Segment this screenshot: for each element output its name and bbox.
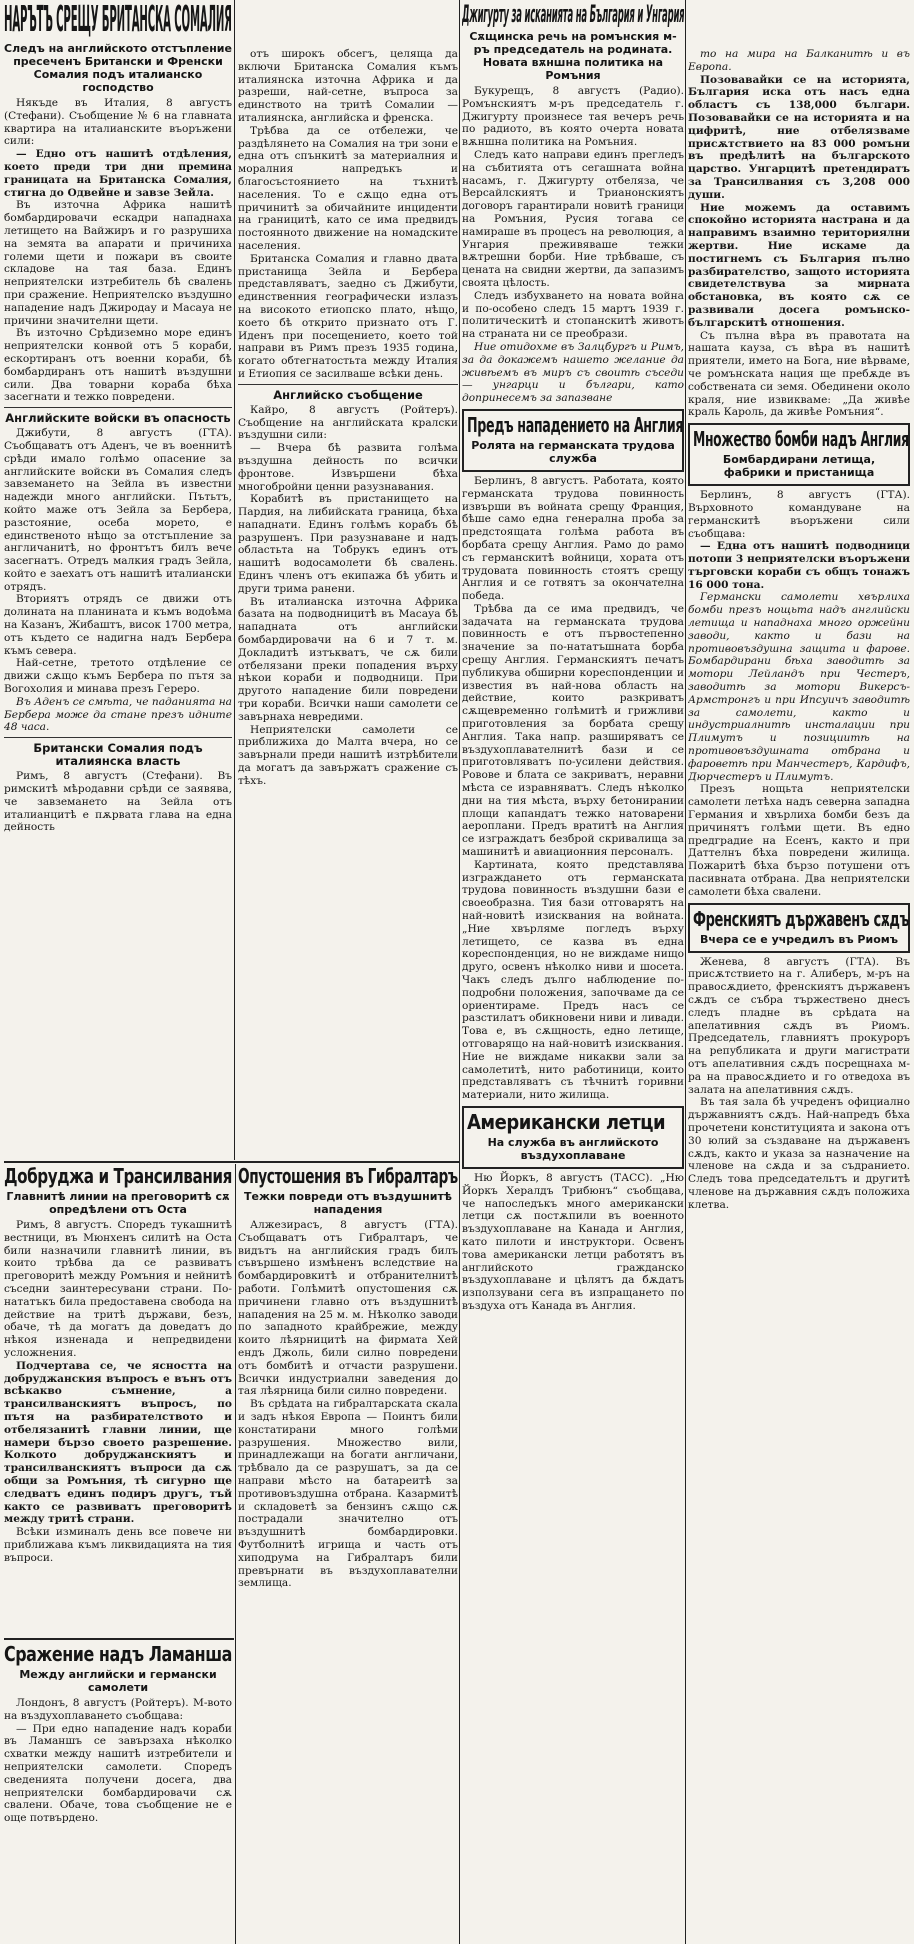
column-rule: [459, 0, 460, 1944]
headline-pilots: Американски летци: [467, 1109, 666, 1134]
section-rule: [4, 1638, 234, 1640]
article-dobrudja: [4, 1164, 232, 1634]
section-heading: Английско съобщение: [273, 387, 423, 402]
paragraph: Следъ избухването на новата война и по-особено следъ 15 мартъ 1939 г. политическитѣ и стопанскитѣ животъ на страната ни се преобрази.: [462, 289, 684, 341]
paragraph: Картината, която представлява изграждането отъ германската трудова повинность въздушни бази е своеобразна. Тия бази отговарятъ на най-новитѣ изисквания на войната. „Ние хвърляме погледъ върху летището, се казва въ една кореспонденция, но не виждаме нищо друго, освенъ нѣколко ниви и шосета. Чакъ следъ дълго наблюдение по-подробни положения, започваме да се ориентираме. Предъ насъ се разстилатъ обикновени ниви и ливади. Това е, въ сѫщность, едно летище, отговарящо на най-новитѣ изисквания. Ние не виждаме никакви зали за самолетитѣ, нито работиници, които представляватъ съ тѣчнитѣ горивни материали, нито жилища.: [462, 858, 684, 1102]
paragraph: Алжезирасъ, 8 августъ (ГТА). Съобщаватъ отъ Гибралтаръ, че видътъ на английския градъ билъ съвършено измѣненъ вследствие на бомбардировкитѣ и отбранителнитѣ работи. Голѣмитѣ опустошения сѫ причинени главно отъ въздушнитѣ нападения на 25 м. м. Нѣколко заводи по западното крайбрежие, между които лѣярницитѣ на фирмата Хей ендъ Джоль, били силно повредени отъ бомбитѣ и отчасти разрушени. Всички индустриални заведения до тая лѣярница били силно повредени.: [238, 1219, 458, 1398]
article-romania-continued: [688, 0, 910, 1944]
subhead-romania: Сѫщинска речь на ромънския м-ръ председатель на родината. Новата вѫншна политика на Ромъния: [469, 30, 677, 82]
subhead-gibraltar: Тежки повреди отъ въздушнитѣ нападения: [244, 1190, 452, 1216]
headline-dobrudja: Добруджа и Трансилвания: [4, 1164, 232, 1188]
paragraph: Ние можемъ да оставимъ спокойно историята настрана и да направимъ взаимно териториялни жертви. Ние искаме да постигнемъ съ България пълно разбирателство, защото историята свидетелствува за мирната обстановка, въ която сѫ се развивали досега ромънско-българскитѣ отношения.: [688, 201, 910, 329]
headline-court: Френскиятъ държавенъ сѫдъ: [693, 906, 910, 931]
paragraph: Джибути, 8 августъ (ГТА). Съобщаватъ отъ Аденъ, че въ военнитѣ срѣди имало голѣмо опасение за английските войски въ Сомалия следъ завземането на Зейла въ известни надежди много английски. Пътьтъ, който маже отъ Зейла за Бербера, разстояние, осеба морето, е единственото нѣщо за отстъпление за англичанитѣ, но фронтътъ билъ вече засегнатъ. Отредъ малкия градъ Зейла, който е заехатъ отъ нашитѣ италиански отрядъ.: [4, 427, 232, 593]
paragraph: Ню Йоркъ, 8 августъ (ТАСС). „Ню Йоркъ Хералдъ Трибюнъ“ съобщава, че напоследъкъ много американски летци сѫ постѫпили въ военното въздухоплаване на Канада и Англия, като пилоти и инструктори. Освенъ това американски летци работятъ въ английското гражданско въздухоплаване и цѣлятъ да бѫдатъ използувани сега въ изпращането по въздуха отъ Канада въ Англия.: [462, 1171, 684, 1312]
paragraph: — Вчера бѣ развита голѣма въздушна дейность по всички фронтове. Извършени бѣха многобройни ценни разузнавания.: [238, 442, 458, 493]
paragraph: Британска Сомалия и главно двата пристанища Зейла и Бербера представляватъ, заедно съ Джибути, единственния географически излазъ на високото етиопско плато, нѣщо, което бѣ открито признато отъ Г. Иденъ при посещението, което той направи въ Римъ презъ 1935 година, когато обтегнатостьта между Италия и Етиопия се засилваше всѣки день.: [238, 252, 458, 380]
divider: [4, 737, 232, 738]
headline-channel: Сражение надъ Ламанша: [4, 1642, 232, 1666]
paragraph: Кайро, 8 августъ (Ройтеръ). Съобщение на английската кралски въздушни сили:: [238, 403, 458, 442]
paragraph: Берлинъ, 8 августъ. Работата, която германската трудова повинность извърши въ войната срещу Франция, бѣше само една генерална проба за предстоящата голѣма работа въ борбата срещу Англия. Рамо до рамо съ германскитѣ войници, хората отъ трудовата повинность стоятъ срещу Англия и се готвятъ за окончателна победа.: [462, 474, 684, 603]
paragraph: Въ италианска източна Африка базата на подводницитѣ въ Масауа бѣ нападната отъ английски бомбардировачи на 6 и 7 т. м. Докладитѣ изтъкватъ, че сѫ били отбелязани преки попадения върху нѣкои кораби и подводници. При другото нападение били повредени три кораби. Всички наши самолети се завърнаха невредими.: [238, 595, 458, 723]
paragraph: Съ пълна вѣра въ правотата на нашата кауза, съ вѣра въ нашитѣ приятели, името на Бога, ние вѣрваме, че ромънската нация ще пребѫде въ собствената си земя. Обединени около краля, ние извикваме: „Да живѣе краль Кароль, да живѣе Ромъния“.: [688, 329, 910, 419]
article-somalia: [4, 0, 232, 1160]
paragraph: Въ източно Срѣдиземно море единъ неприятелски конвой отъ 5 кораби, ескортиранъ отъ военни кораби, бѣ бомбардиранъ отъ нашитѣ въздушни сили. Два товарни кораба бѣха засегнати и тежко повредени.: [4, 327, 232, 404]
paragraph: Позовавайки се на историята, България иска отъ насъ една областъ съ 138,000 българи. Позовавайки се на историята и на цифритѣ, ние отбелязваме присѫтствието на 83 000 ромъни въ предѣлитѣ на българското царство. Унгарцитѣ претендиратъ за Трансилвания съ 3,208 000 души.: [688, 73, 910, 201]
column-rule: [234, 0, 235, 1160]
paragraph: Най-сетне, третото отдѣление се движи сѫщо къмъ Бербера по пътя за Вогохолия и минава презъ Гереро.: [4, 657, 232, 696]
paragraph: Въ Аденъ се смѣта, че паданията на Бербера може да стане презъ идните 48 часа.: [4, 695, 232, 734]
subhead-court: Вчера се е учредилъ въ Риомъ: [699, 932, 899, 946]
article-somalia-continued: [238, 0, 458, 1160]
paragraph: Трѣбва да се отбележи, че раздѣлянето на Сомалия на три зони е една отъ спънкитѣ за материалния и моралния напредъкъ и благосъстоянието на тъхнитѣ населения. То е сѫщо една отъ причинитѣ за обичайните инциденти на границитѣ, като се има предвидъ постоянното движение на номадските населения.: [238, 124, 458, 252]
paragraph: Въ срѣдата на гибралтарската скала и задъ нѣкоя Европа — Поинтъ били констатирани много голѣми разрушения. Множество вили, принадлежащи на богати англичани, трѣбвало да се разрушатъ, за да се направи мѣсто на батареитѣ за противовъздушна отбрана. Казармитѣ и складоветѣ за бензинъ сѫщо сѫ пострадали значително отъ въздушнитѣ бомбардировки. Футболнитѣ игрища и часть отъ хиподрума на Гибралтаръ били превърнати въ въздухоплавателни землища.: [238, 1398, 458, 1590]
subhead-england: Ролята на германската трудова служба: [471, 438, 675, 465]
paragraph: Въ източна Африка нашитѣ бомбардировачи ескадри нападнаха летището на Вайжиръ и го разрушиха на земята ва апарати и причиниха големи щети и пожари въ своите складове на тая база. Единъ неприятелски изтребитель бѣ свалень при сражение. Неприятелско въздушно нападение надъ Джиродау и Масауа не причини значителни щети.: [4, 199, 232, 327]
article-gibraltar: [238, 1164, 458, 1844]
headline-somalia: НАРЪТЪ СРЕЩУ БРИТАНСКА СОМАЛИЯ: [4, 0, 232, 40]
headline-gibraltar: Опустошения въ Гибралтаръ: [238, 1164, 458, 1188]
article-channel: [4, 1642, 232, 1942]
subhead-channel: Между английски и германски самолети: [19, 1668, 217, 1694]
article-box-bombs: [688, 423, 910, 486]
subhead-pilots: На служба въ английското въздухоплаване: [487, 1135, 659, 1162]
paragraph: Ние отидохме въ Залцбургъ и Римъ, за да докажемъ нашето желание да живѣемъ въ миръ съ своитѣ съседи — унгарци и българи, като допринесемъ за запазване: [462, 340, 684, 405]
article-romania: [462, 0, 684, 1944]
subhead-somalia: Следъ на английското отстъпление пресеченъ Британски и Френски Сомалия подъ италианско господство: [4, 42, 232, 94]
paragraph: Букурещъ, 8 августъ (Радио). Ромънскиятъ м-ръ председатель г. Джигурту произнесе тая вечеръ речь по радиото, въ която очерта новата вѫншна политика на Ромъния.: [462, 85, 684, 149]
headline-bombs: Множество бомби надъ Англия: [693, 427, 909, 452]
divider: [4, 407, 232, 408]
headline-romania: Джигурту за исканията на България и Унгария: [462, 0, 684, 28]
paragraph: Вториятъ отрядъ се движи отъ долината на планината и къмъ водоѣма на Казанъ, Жибаштъ, висок 1700 метра, отъ където се надигна надъ Бербера къмъ севера.: [4, 593, 232, 657]
paragraph: Римъ, 8 августъ (Стефани). Въ римскитѣ мѣродавни срѣди се заявява, че завземането на Зейла отъ италианцитѣ е пѫрвата глава на една дейность: [4, 770, 232, 834]
paragraph: Римъ, 8 августъ. Споредъ тукашнитѣ вестници, въ Мюнхенъ силитѣ на Оста били назначили главнитѣ линии, въ които трѣбва да се развиватъ преговоритѣ между Ромъния и нейнитѣ съседни заинтересувани страни. По-нататъкъ била предоставена свобода на действие на тритѣ държави, безъ, обаче, тѣ да могатъ да доведатъ до нѣкоя изненада и непредвидени усложнения.: [4, 1219, 232, 1359]
section-heading: Британски Сомалия подъ италиянска власть: [33, 741, 203, 769]
paragraph: Германски самолети хвърлиха бомби презъ нощьта надъ английски летища и нападнаха много оржейни заводи, както и бази на противовъздушна защита и фарове. Бомбардирани бѣха заводитѣ за мотори Лейландъ при Честеръ, заводитѣ за мотори Викерсъ-Армстронгъ и при Ипсуичъ заводитѣ за самолети, както и индустриалнитѣ инсталации при Плимутъ и позициитѣ на противовъздушната отбрана и фароветѣ при Манчестеръ, Кардифъ, Дюрчестеръ и Плимутъ.: [688, 591, 910, 783]
paragraph: Презъ нощьта неприятелски самолети летѣха надъ северна западна Германия и хвърлиха бомби безъ да причинятъ голѣми щети. Въ едно предградие на Есенъ, както и при Даттелнъ бѣха повредени жилища. Пожаритѣ бѣха бързо потушени отъ пасивната отбрана. Два неприятелски самолети бѣха свалени.: [688, 783, 910, 898]
paragraph: Подчертава се, че ясността на добруджанския въпросъ е вънъ отъ всѣкакво съмнение, а трансилванскиятъ въпросъ, по пътя на разбирателството и отбелязанитѣ главни линии, ще намери бързо своето разрешение. Колкото добруджанскиятъ и трансилванскиятъ въпроси да сѫ общи за Ромъния, тѣ сигурно ще следватъ единъ подиръ другъ, тъй както се развиватъ преговоритѣ между тритѣ страни.: [4, 1359, 232, 1526]
section-rule: [4, 1161, 459, 1163]
paragraph: Неприятелски самолети се приближиха до Малта вчера, но се завърнали преди нашитѣ изтрѣбители да могатъ да завържатъ сражение съ тѣхъ.: [238, 723, 458, 787]
article-box-england: [462, 409, 684, 472]
paragraph: отъ широкъ обсегъ, целяща да включи Британска Сомалия къмъ италиянска източна Африка и да разреши, най-сетне, въпроса за единството на тритѣ Сомалии — италиянска, английска и френска.: [238, 48, 458, 124]
paragraph: Следъ като направи единъ прегледъ на събитията отъ сегашната война насамъ, г. Джигурту отбеляза, че Версайлскиятъ и Трианонскиятъ договоръ гарантирали новитѣ граници на Ромъния, Русия тогава се намираше въ процесъ на революция, а Унгария преживяваше тежки вѫтрешни борби. Ние трѣбваше, съ цената на свидни жертви, да запазимъ своята цѣлость.: [462, 148, 684, 289]
article-box-pilots: [462, 1106, 684, 1169]
headline-england: Предъ нападението на Англия: [467, 412, 684, 437]
paragraph: Всѣки изминалъ день все повече ни приближава къмъ ликвидацията на тия въпроси.: [4, 1526, 232, 1564]
paragraph: Въ тая зала бѣ учреденъ официално държавниятъ сѫдъ. Най-напредъ бѣха прочетени конституцията и закона отъ 30 юлий за създаване на държавенъ сѫдъ, както и указа за назначение на членове на сѫда и за съдранието. Следъ това председательтъ и другитѣ членове на държавния сѫдъ положиха клетва.: [688, 1096, 910, 1211]
divider: [238, 384, 458, 385]
subhead-bombs: Бомбардирани летища, фабрики и пристанища: [722, 453, 876, 480]
paragraph: — При едно нападение надъ кораби въ Ламаншъ се завързаха нѣколко схватки между нашитѣ изтребители и неприятелски самолети. Споредъ сведенията получени досега, два неприятелски бомбардировачи сѫ свалени. Обаче, това съобщение не е още потвърдено.: [4, 1722, 232, 1825]
paragraph: — Една отъ нашитѣ подводници потопи 3 неприятелски въоръжени търговски кораби съ общъ тонажъ 16 000 тона.: [688, 540, 910, 591]
column-rule: [235, 1164, 236, 1944]
paragraph: — Едно отъ нашитѣ отдѣления, което преди три дни премина границата на Британска Сомалия, стигна до Одвейне и завзе Зейла.: [4, 148, 232, 199]
section-heading: Английските войски въ опасность: [5, 411, 231, 426]
paragraph: Лондонъ, 8 августъ (Ройтеръ). М-вото на въздухоплаването съобщава:: [4, 1697, 232, 1722]
article-box-court: [688, 903, 910, 953]
paragraph: Берлинъ, 8 августъ (ГТА). Върховното командуване на германскитѣ въоръжени сили съобщава:: [688, 489, 910, 540]
paragraph: Женева, 8 августъ (ГТА). Въ присѫтствието на г. Алиберъ, м-ръ на правосѫдието, френскиятъ държавенъ сѫдъ се събра тържествено днесъ следъ пладне въ срѣдата на апелативния сѫдъ въ Риомъ. Председатель, главниятъ прокуроръ на републиката и други магистрати отъ апелативния сѫдъ посрещнаха м-ра на правосѫдието и го отведоха въ залата на апелативния сѫдъ.: [688, 955, 910, 1096]
paragraph: Някъде въ Италия, 8 августъ (Стефани). Съобщение № 6 на главната квартира на италианските въоръжени сили:: [4, 97, 232, 148]
column-rule: [685, 0, 686, 1944]
paragraph: то на мира на Балканитѣ и въ Европа.: [688, 48, 910, 73]
paragraph: Трѣбва да се има предвидъ, че задачата на германската трудова повинность е отъ първостепенно значение за по-нататъшната борба срещу Англия. Германскиятъ печатъ публикува обширни кореспонденции и известия въ най-нова область на действие, които разкриватъ сѫщевременно голѣмитѣ и грижливи приготовления за борбата срещу Англия. Така напр. разширяватъ се въздухоплавателнитѣ бази и се приготовляватъ по-усилени действия. Рововe и блата се закриватъ, неравни мѣста се изравняватъ. Следъ нѣколко дни на тия мѣста, върху бетонирании площи капандатъ тежко натоварени аероплани. Предъ вратитѣ на Англия се изграждатъ безброй скривалища за машинитѣ и авиационния персоналъ.: [462, 602, 684, 859]
paragraph: Корабитѣ въ пристанището на Пардия, на либийската граница, бѣха нападнати. Единъ голѣмъ корабъ бѣ разрушенъ. При разузнаване и надъ областьта на Тобрукъ единъ отъ нашитѣ водосамолети бѣ свалень. Единъ членъ отъ екипажа бѣ убить и други трима ранени.: [238, 493, 458, 595]
subhead-dobrudja: Главнитѣ линии на преговоритѣ сѫ опредѣлени отъ Оста: [6, 1190, 230, 1216]
